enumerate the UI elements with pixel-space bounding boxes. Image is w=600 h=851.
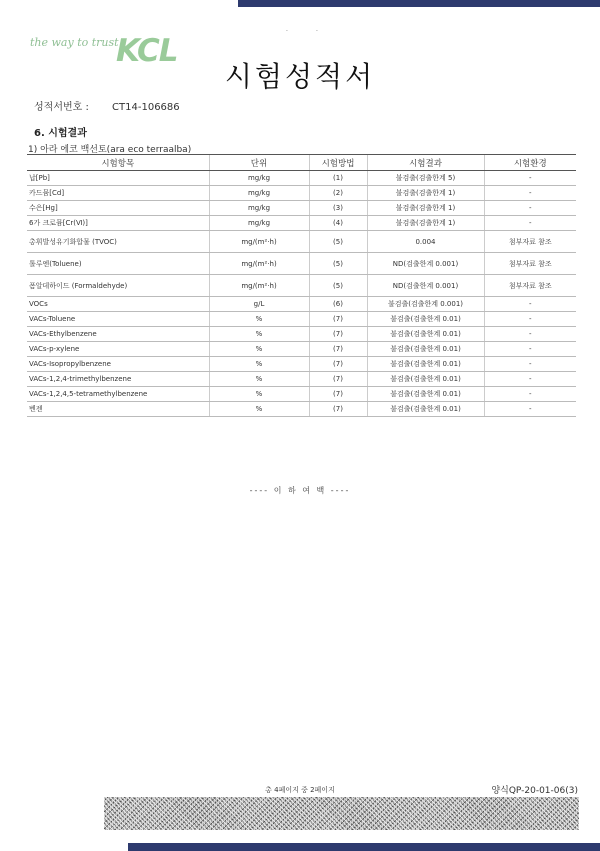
cell-method: (7) (309, 372, 367, 387)
table-row (27, 253, 576, 275)
cell-unit: mg/(m²·h) (209, 231, 309, 253)
certificate-number (34, 98, 180, 113)
cell-item: VACs-Isopropylbenzene (27, 357, 209, 372)
cell-result: 불검출(검출한계 0.01) (367, 372, 484, 387)
cell-item: 6가 크로뮴[Cr(Ⅵ)] (27, 216, 209, 231)
cell-unit: mg/(m²·h) (209, 275, 309, 297)
cell-method: (5) (309, 231, 367, 253)
cell-result: 불검출(검출한계 1) (367, 201, 484, 216)
cell-unit: g/L (209, 297, 309, 312)
cell-env: - (484, 186, 576, 201)
table-row (27, 312, 576, 327)
cell-env: - (484, 201, 576, 216)
table-row (27, 372, 576, 387)
cell-method: (1) (309, 171, 367, 186)
cell-env: - (484, 342, 576, 357)
cell-method: (6) (309, 297, 367, 312)
cell-item: VACs-1,2,4,5-tetramethylbenzene (27, 387, 209, 402)
cell-result: 불검출(검출한계 0.01) (367, 342, 484, 357)
column-header: 시험항목 (27, 155, 209, 171)
cell-unit: % (209, 402, 309, 417)
table-row (27, 327, 576, 342)
cell-env: - (484, 402, 576, 417)
cell-item: VACs-1,2,4-trimethylbenzene (27, 372, 209, 387)
cell-unit: % (209, 312, 309, 327)
security-pattern (104, 797, 579, 830)
table-row (27, 402, 576, 417)
cell-method: (5) (309, 275, 367, 297)
cell-method: (7) (309, 402, 367, 417)
column-header: 시험환경 (484, 155, 576, 171)
column-header: 단위 (209, 155, 309, 171)
cell-item: 납[Pb] (27, 171, 209, 186)
cell-method: (7) (309, 327, 367, 342)
cell-item: 카드뮴[Cd] (27, 186, 209, 201)
cell-unit: mg/(m²·h) (209, 253, 309, 275)
table-row (27, 275, 576, 297)
cell-env: - (484, 312, 576, 327)
cell-item: 벤젠 (27, 402, 209, 417)
cell-env: - (484, 171, 576, 186)
table-row (27, 387, 576, 402)
cell-env: - (484, 357, 576, 372)
cell-env: - (484, 216, 576, 231)
cell-item: 수은[Hg] (27, 201, 209, 216)
table-row (27, 357, 576, 372)
bottom-color-bar (0, 843, 600, 851)
sample-name: 1) 아라 에코 백선토(ara eco terraalba) (28, 145, 192, 155)
cell-unit: % (209, 372, 309, 387)
cell-unit: % (209, 357, 309, 372)
column-header: 시험결과 (367, 155, 484, 171)
cell-method: (7) (309, 342, 367, 357)
cell-result: 불검출(검출한계 0.01) (367, 402, 484, 417)
document-title: 시험성적서 (224, 60, 376, 93)
table-row (27, 342, 576, 357)
cell-unit: mg/kg (209, 186, 309, 201)
cell-result: 불검출(검출한계 0.01) (367, 327, 484, 342)
cell-item: VACs-Toluene (27, 312, 209, 327)
cell-env: 첨부자료 참조 (484, 275, 576, 297)
cell-result: ND(검출한계 0.001) (367, 275, 484, 297)
cell-item: 총휘발성유기화합물 (TVOC) (27, 231, 209, 253)
page-info: 총 4페이지 중 2페이지 (265, 786, 335, 794)
cell-env: - (484, 327, 576, 342)
cell-result: 0.004 (367, 231, 484, 253)
cell-result: ND(검출한계 0.001) (367, 253, 484, 275)
top-color-bar (0, 0, 600, 7)
cell-unit: % (209, 387, 309, 402)
cell-item: 폼알데하이드 (Formaldehyde) (27, 275, 209, 297)
cell-unit: mg/kg (209, 216, 309, 231)
cell-env: - (484, 372, 576, 387)
table-row (27, 201, 576, 216)
cell-result: 불검출(검출한계 1) (367, 216, 484, 231)
certificate-number-label: 성적서번호 : (34, 102, 89, 113)
cell-method: (7) (309, 312, 367, 327)
column-header: 시험방법 (309, 155, 367, 171)
kcl-logo: KCL (116, 33, 178, 69)
cell-unit: % (209, 342, 309, 357)
cell-item: VOCs (27, 297, 209, 312)
cell-result: 불검출(검출한계 0.01) (367, 387, 484, 402)
cell-method: (4) (309, 216, 367, 231)
results-table (27, 154, 576, 417)
cell-method: (7) (309, 357, 367, 372)
cell-method: (3) (309, 201, 367, 216)
cell-result: 불검출(검출한계 0.01) (367, 357, 484, 372)
cell-method: (2) (309, 186, 367, 201)
tagline: the way to trust (30, 36, 119, 49)
cell-unit: mg/kg (209, 201, 309, 216)
cell-item: 톨루엔(Toluene) (27, 253, 209, 275)
table-row (27, 297, 576, 312)
cell-method: (5) (309, 253, 367, 275)
section-heading: 6. 시험결과 (34, 128, 87, 139)
cell-result: 불검출(검출한계 0.01) (367, 312, 484, 327)
table-header-row (27, 155, 576, 171)
cell-item: VACs-Ethylbenzene (27, 327, 209, 342)
cell-env: 첨부자료 참조 (484, 253, 576, 275)
cell-item: VACs-p-xylene (27, 342, 209, 357)
end-of-results-note: ---- 이 하 여 백 ---- (249, 486, 351, 495)
cell-method: (7) (309, 387, 367, 402)
cell-env: - (484, 387, 576, 402)
table-row (27, 231, 576, 253)
form-code: 양식QP-20-01-06(3) (491, 786, 578, 796)
certificate-number-value: CT14-106686 (112, 102, 180, 113)
table-row (27, 186, 576, 201)
cell-unit: mg/kg (209, 171, 309, 186)
cell-env: - (484, 297, 576, 312)
cell-unit: % (209, 327, 309, 342)
cell-result: 불검출(검출한계 0.001) (367, 297, 484, 312)
cell-result: 불검출(검출한계 5) (367, 171, 484, 186)
table-row (27, 216, 576, 231)
cell-env: 첨부자료 참조 (484, 231, 576, 253)
cell-result: 불검출(검출한계 1) (367, 186, 484, 201)
table-row (27, 171, 576, 186)
